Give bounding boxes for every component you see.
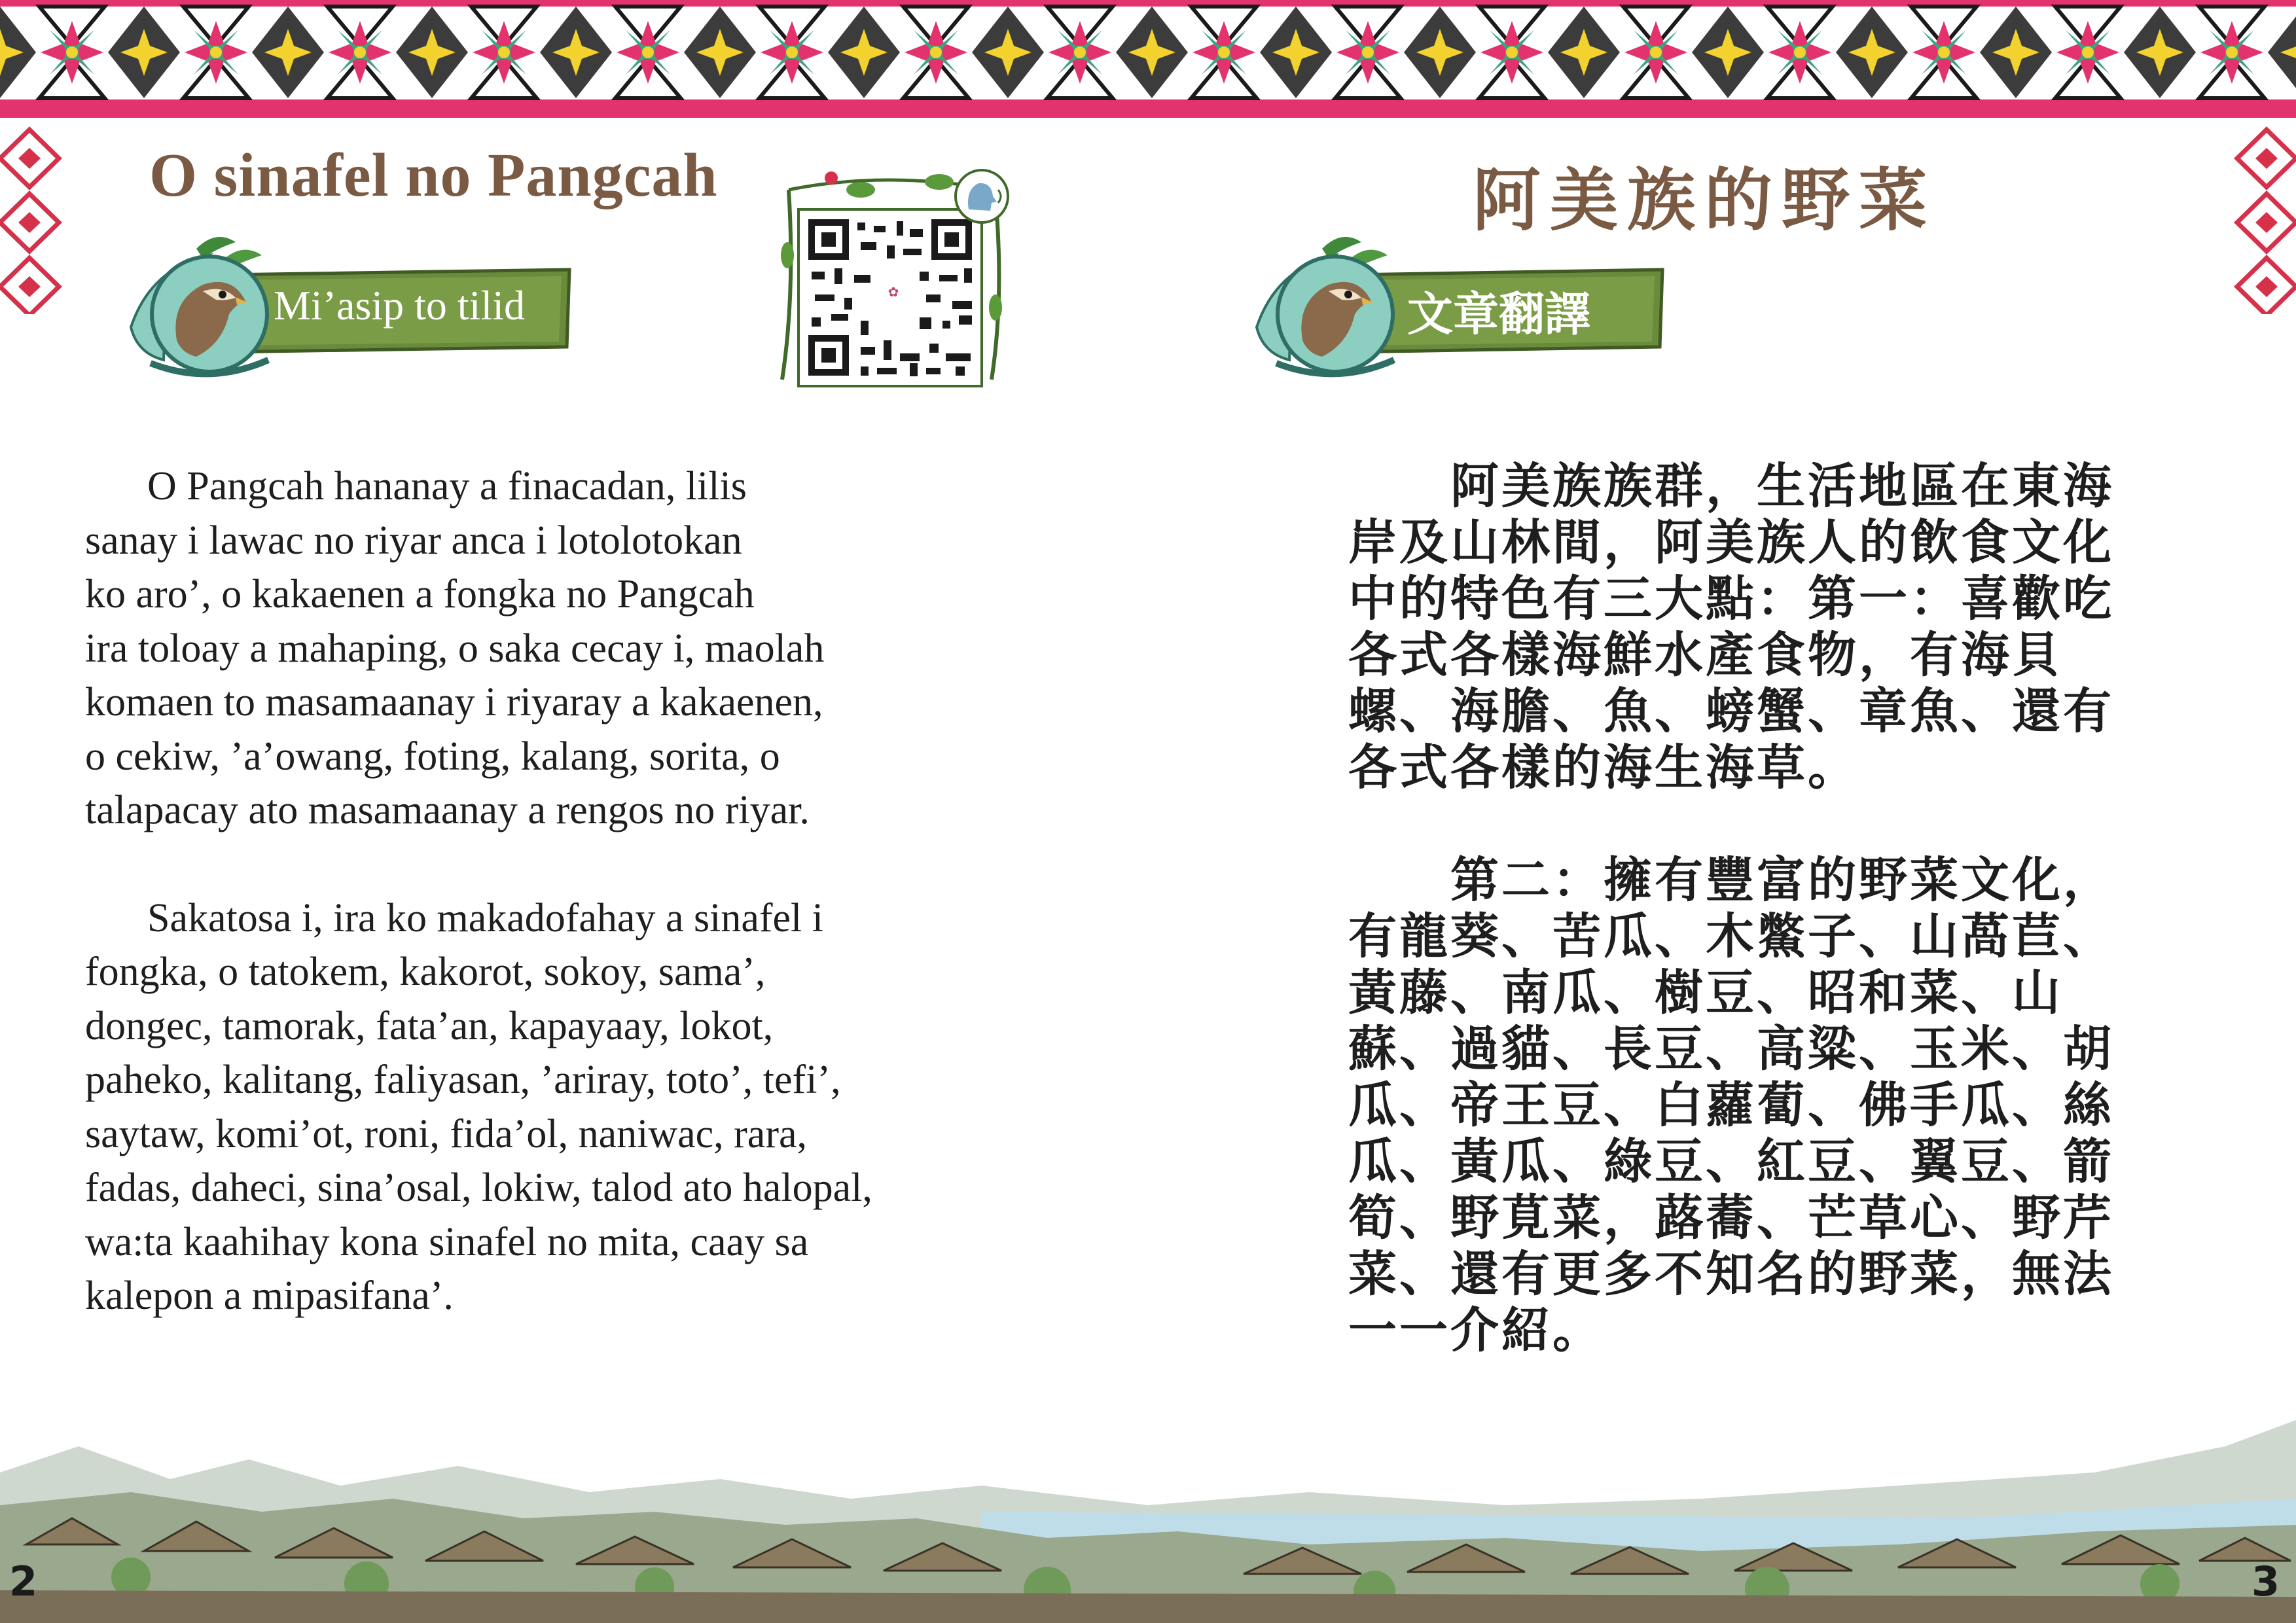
text-line: o cekiw, ’a’owang, foting, kalang, sorita, o (85, 734, 780, 779)
text-line: 瓜、帝王豆、白蘿蔔、佛手瓜、絲 (1348, 1077, 2114, 1133)
text-line: ira toloay a mahaping, o saka cecay i, maolah (85, 626, 825, 671)
text-line: O Pangcah hananay a finacadan, lilis (147, 464, 747, 508)
text-line: 蘇、過貓、長豆、高粱、玉米、胡 (1348, 1021, 2114, 1077)
text-line: 瓜、黃瓜、綠豆、紅豆、翼豆、箭 (1348, 1133, 2114, 1190)
text-line: 中的特色有三大點：第一：喜歡吃 (1348, 571, 2114, 627)
text-line: Sakatosa i, ira ko makadofahay a sinafel i (147, 895, 823, 940)
text-line: fongka, o tatokem, kakorot, sokoy, sama’, (85, 950, 766, 994)
page-number: 3 (2251, 1558, 2280, 1605)
text-line: 阿美族族群，生活地區在東海 (1348, 458, 2114, 514)
badge-label: 文章翻譯 (1407, 287, 1590, 341)
text-line: ko aro’, o kakaenen a fongka no Pangcah (85, 572, 755, 616)
text-line: 第二：擁有豐富的野菜文化， (1348, 852, 2114, 908)
section-badge (1250, 229, 1669, 393)
text-line: 有龍葵、苦瓜、木鱉子、山萵苣、 (1348, 908, 2114, 965)
badge-label: Mi’asip to tilid (274, 282, 525, 329)
text-line: 黃藤、南瓜、樹豆、昭和菜、山 (1348, 965, 2063, 1021)
paragraph (1348, 852, 2212, 1359)
text-line: 螺、海膽、魚、螃蟹、章魚、還有 (1348, 683, 2114, 740)
text-line: saytaw, komi’ot, roni, fida’ol, naniwac, rara, (85, 1111, 807, 1156)
text-line: 岸及山林間，阿美族人的飲食文化 (1348, 514, 2114, 571)
text-line: 菜、還有更多不知名的野菜，無法 (1348, 1246, 2114, 1302)
text-line: sanay i lawac no riyar anca i lotolotokan (85, 518, 742, 563)
svg-text:✿: ✿ (888, 284, 899, 300)
text-line: komaen to masamaanay i riyaray a kakaenen, (85, 680, 823, 724)
text-line: 各式各樣海鮮水產食物，有海貝 (1348, 627, 2063, 683)
text-line: kalepon a mipasifana’. (85, 1274, 454, 1318)
article-text-chinese (1348, 458, 2212, 1415)
page-title: O sinafel no Pangcah (149, 141, 718, 209)
text-line: 一一介紹。 (1348, 1302, 1604, 1359)
text-line: wa:ta kaahihay kona sinafel no mita, caay sa (85, 1219, 809, 1264)
page-title: 阿美族的野菜 (1473, 160, 1937, 240)
text-line: 各式各樣的海生海草。 (1348, 740, 1859, 796)
text-line: paheko, kalitang, faliyasan, ’ariray, toto’, tefi’, (85, 1058, 841, 1102)
text-line: dongec, tamorak, fata’an, kapayaay, lokot, (85, 1003, 774, 1048)
page-number: 2 (9, 1558, 38, 1605)
text-line: fadas, daheci, sina’osal, lokiw, talod ato halopal, (85, 1166, 872, 1210)
paragraph (1348, 458, 2212, 796)
text-line: talapacay ato masamaanay a rengos no riyar. (85, 788, 810, 832)
village-landscape-illustration (0, 1420, 2296, 1623)
text-line: 筍、野莧菜，蕗蕎、芒草心、野芹 (1348, 1190, 2114, 1246)
